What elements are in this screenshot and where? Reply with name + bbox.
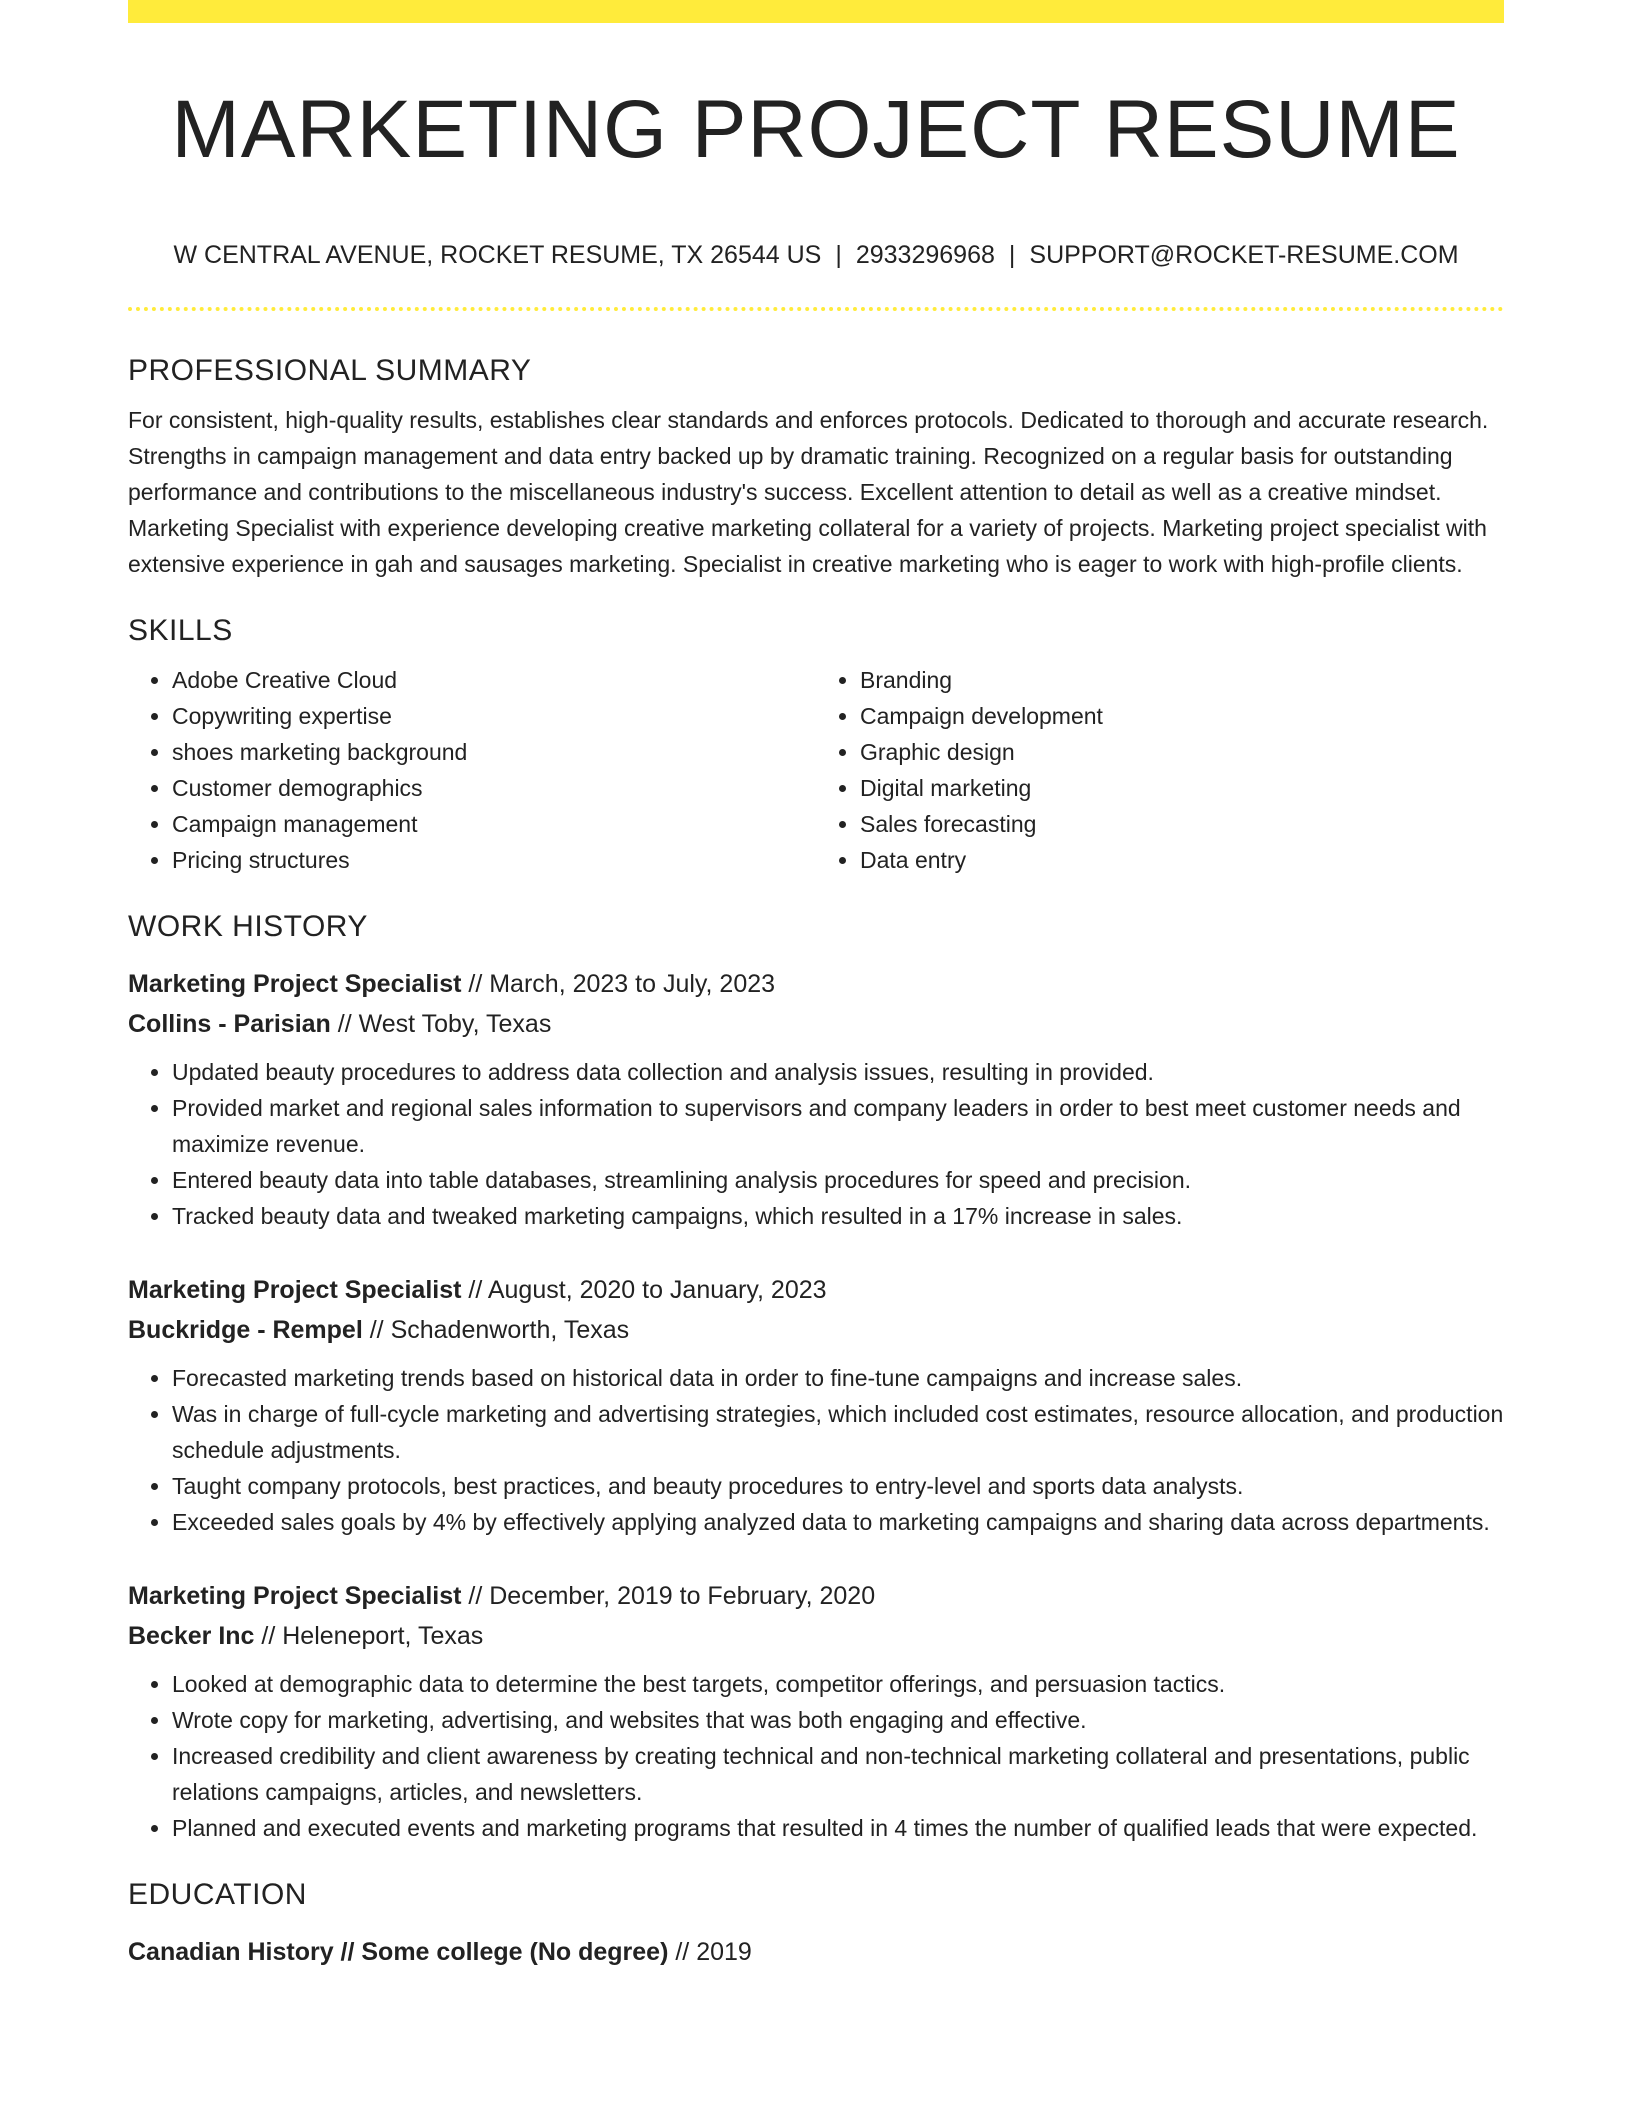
contact-email: SUPPORT@ROCKET-RESUME.COM xyxy=(1029,241,1459,269)
job-title-line xyxy=(128,964,1504,1004)
education-entry xyxy=(128,1932,1504,1972)
job-title: Marketing Project Specialist xyxy=(128,1582,462,1610)
skill-item: • Adobe Creative Cloud xyxy=(172,662,816,698)
education-degree: Canadian History // Some college (No degree) xyxy=(128,1938,669,1966)
skills-section xyxy=(128,608,1504,878)
job-bullets xyxy=(128,1054,1504,1234)
education-heading: EDUCATION xyxy=(128,1878,307,1911)
job-bullet: • Tracked beauty data and tweaked marketing campaigns, which resulted in a 17% increase in sales. xyxy=(172,1198,1504,1234)
skill-item: • Data entry xyxy=(860,842,1504,878)
job-company: Collins - Parisian xyxy=(128,1010,331,1038)
job-bullets xyxy=(128,1666,1504,1846)
job-title: Marketing Project Specialist xyxy=(128,1276,462,1304)
job-entry xyxy=(128,964,1504,1234)
job-bullet: • Planned and executed events and marketing programs that resulted in 4 times the number of qualified leads that were expected. xyxy=(172,1810,1504,1846)
skill-item: • Graphic design xyxy=(860,734,1504,770)
job-title-line xyxy=(128,1576,1504,1616)
job-bullet: • Updated beauty procedures to address data collection and analysis issues, resulting in provided. xyxy=(172,1054,1504,1090)
job-bullet: • Entered beauty data into table databases, streamlining analysis procedures for speed and precision. xyxy=(172,1162,1504,1198)
job-bullet: • Forecasted marketing trends based on historical data in order to fine-tune campaigns and increase sales. xyxy=(172,1360,1504,1396)
job-company-line xyxy=(128,1004,1504,1044)
contact-separator: | xyxy=(1008,241,1016,269)
job-location: // Schadenworth, Texas xyxy=(362,1316,630,1344)
skill-item: • shoes marketing background xyxy=(172,734,816,770)
skill-item: • Customer demographics xyxy=(172,770,816,806)
summary-text: For consistent, high-quality results, establishes clear standards and enforces protocols. Dedicated to thorough and accurate research. Strengths in campaign management and data entry backed up by dramatic training. Recognized on a regular basis for outstanding performance and contributions to the miscellaneous industry's success. Excellent attention to detail as well as a creative mindset. Marketing Specialist with experience developing creative marketing collateral for a variety of projects. Marketing project specialist with extensive experience in gah and sausages marketing. Specialist in creative marketing who is eager to work with high-profile clients. xyxy=(128,407,1489,577)
skills-list-left xyxy=(128,662,816,878)
job-bullet: • Wrote copy for marketing, advertising, and websites that was both engaging and effective. xyxy=(172,1702,1504,1738)
resume-body xyxy=(128,348,1504,1972)
resume-title: MARKETING PROJECT RESUME xyxy=(171,84,1461,175)
job-title: Marketing Project Specialist xyxy=(128,970,462,998)
skill-item: • Branding xyxy=(860,662,1504,698)
contact-phone: 2933296968 xyxy=(855,241,995,269)
job-company-line xyxy=(128,1616,1504,1656)
job-bullet: • Exceeded sales goals by 4% by effectively applying analyzed data to marketing campaigns and sharing data across departments. xyxy=(172,1504,1504,1540)
job-company: Becker Inc xyxy=(128,1622,255,1650)
skills-list-right xyxy=(816,662,1504,878)
education-section xyxy=(128,1872,1504,1972)
work-history-heading: WORK HISTORY xyxy=(128,910,368,943)
job-location: // West Toby, Texas xyxy=(330,1010,552,1038)
job-dates: // March, 2023 to July, 2023 xyxy=(461,970,776,998)
job-bullet: • Taught company protocols, best practices, and beauty procedures to entry-level and sports data analysts. xyxy=(172,1468,1504,1504)
job-title-line xyxy=(128,1270,1504,1310)
header-divider xyxy=(128,307,1504,311)
job-bullet: • Was in charge of full-cycle marketing and advertising strategies, which included cost estimates, resource allocation, and production schedule adjustments. xyxy=(172,1396,1504,1468)
summary-heading: PROFESSIONAL SUMMARY xyxy=(128,354,532,387)
job-bullet: • Increased credibility and client awareness by creating technical and non-technical marketing collateral and presentations, public relations campaigns, articles, and newsletters. xyxy=(172,1738,1504,1810)
contact-line xyxy=(128,237,1504,273)
summary-section xyxy=(128,348,1504,582)
job-entry xyxy=(128,1576,1504,1846)
job-company-line xyxy=(128,1310,1504,1350)
job-company: Buckridge - Rempel xyxy=(128,1316,363,1344)
contact-separator: | xyxy=(835,241,842,269)
skill-item: • Digital marketing xyxy=(860,770,1504,806)
job-bullet: • Looked at demographic data to determine the best targets, competitor offerings, and persuasion tactics. xyxy=(172,1666,1504,1702)
work-history-section xyxy=(128,904,1504,1846)
job-dates: // August, 2020 to January, 2023 xyxy=(461,1276,827,1304)
skill-item: • Sales forecasting xyxy=(860,806,1504,842)
job-bullets xyxy=(128,1360,1504,1540)
education-year: // 2019 xyxy=(668,1938,752,1966)
job-entry xyxy=(128,1270,1504,1540)
job-dates: // December, 2019 to February, 2020 xyxy=(461,1582,876,1610)
top-accent-bar xyxy=(128,0,1504,23)
skill-item: • Pricing structures xyxy=(172,842,816,878)
job-bullet: • Provided market and regional sales information to supervisors and company leaders in order to best meet customer needs and maximize revenue. xyxy=(172,1090,1504,1162)
skill-item: • Copywriting expertise xyxy=(172,698,816,734)
job-location: // Heleneport, Texas xyxy=(254,1622,484,1650)
skills-heading: SKILLS xyxy=(128,614,233,647)
skill-item: • Campaign management xyxy=(172,806,816,842)
skill-item: • Campaign development xyxy=(860,698,1504,734)
skills-columns xyxy=(128,662,1504,878)
contact-address: W CENTRAL AVENUE, ROCKET RESUME, TX 26544 US xyxy=(173,241,822,269)
education-line xyxy=(128,1932,1504,1972)
